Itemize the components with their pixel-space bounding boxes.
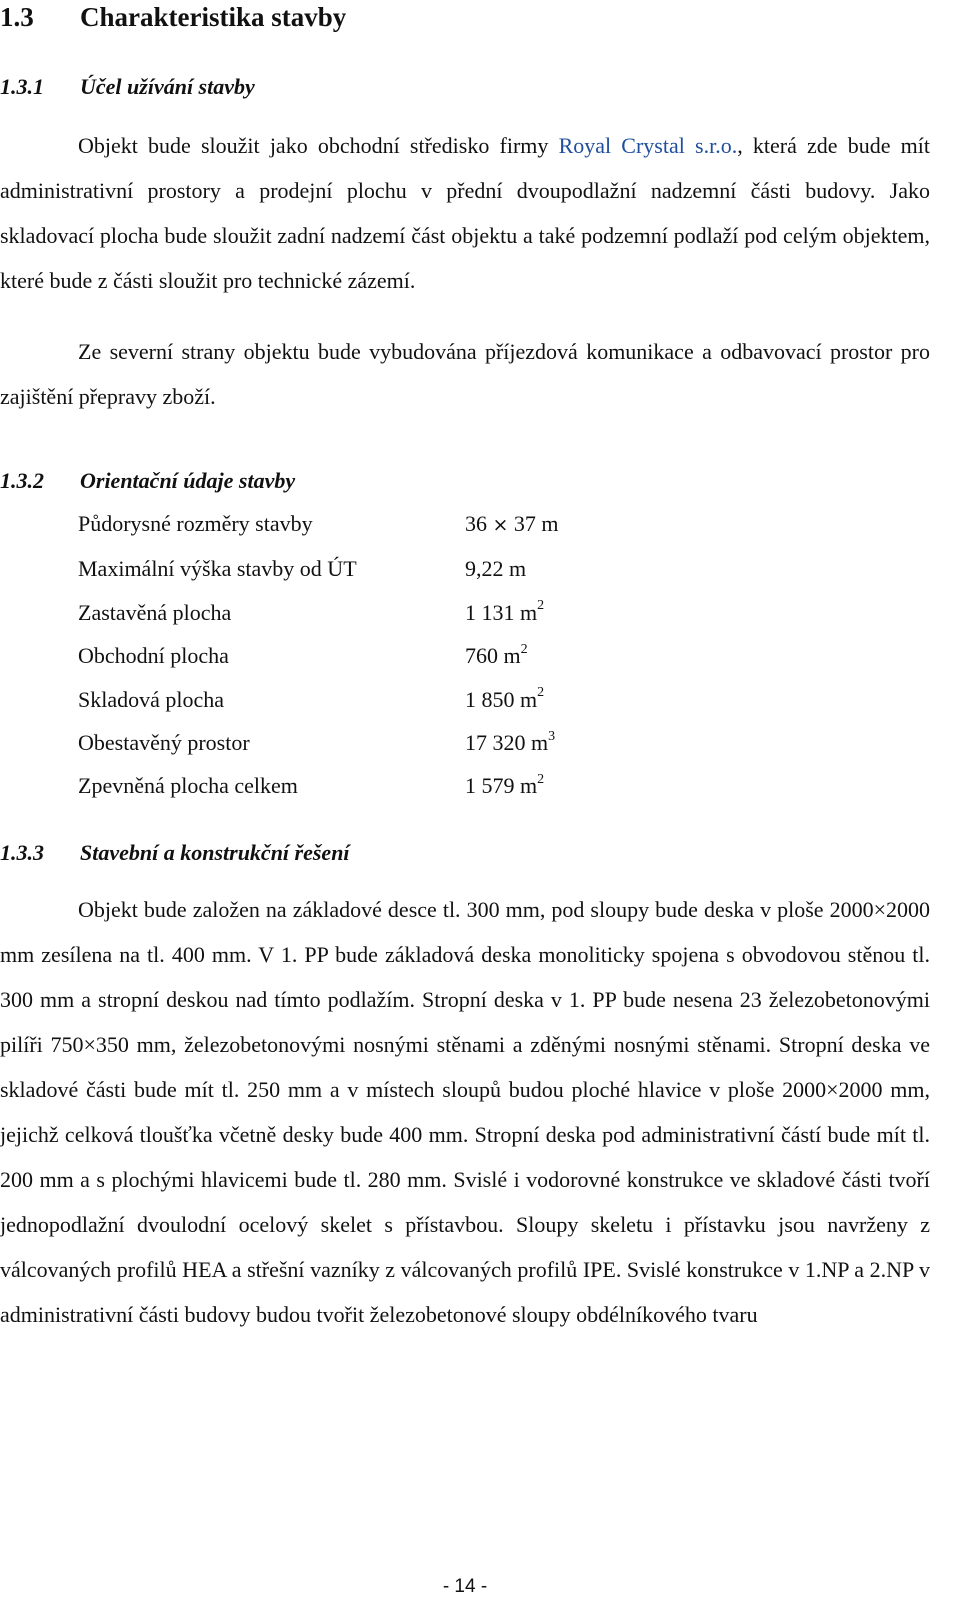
page-number: - 14 -	[442, 1576, 488, 1597]
fact-label: Maximální výška stavby od ÚT	[78, 556, 357, 582]
subsection-heading-1-3-2	[0, 466, 295, 496]
fact-value: 1 131 $m^2$	[465, 598, 545, 625]
fact-row	[78, 721, 559, 764]
fact-row	[78, 764, 559, 807]
orientation-facts-list	[78, 502, 559, 808]
subsection-number: 1.3.3	[0, 840, 44, 865]
fact-value: 760 $m^2$	[465, 641, 528, 669]
multiply-sign: ×	[492, 514, 509, 536]
paragraph-usage: Objekt bude sloužit jako obchodní středisko firmy Royal Crystal s.r.o., která zde bude mít administrativní prostory a prodejní plochu v přední dvoupodlažní nadzemní části budovy. Jako skladovací plocha bude sloužit zadní nadzemí část objektu a také podzemní podlaží pod celým objektem, které bude z části sloužit pro technické zázemí.	[0, 133, 930, 293]
fact-label: Zastavěná plocha	[78, 599, 232, 625]
fact-value: 17 320 $m^3$	[465, 728, 556, 756]
fact-label: Obchodní plocha	[78, 643, 229, 669]
fact-value: 9,22 m	[465, 556, 527, 582]
fact-value: 1 850 $m^2$	[465, 685, 545, 712]
subsection-heading-1-3-1	[0, 72, 255, 102]
subsection-heading-1-3-3	[0, 838, 350, 868]
subsection-title: Orientační údaje stavby	[80, 468, 296, 493]
fact-label: Půdorysné rozměry stavby	[78, 511, 313, 536]
company-link[interactable]: Royal Crystal s.r.o.	[558, 133, 738, 158]
subsection-number: 1.3.2	[0, 468, 44, 493]
section-number: 1.3	[0, 2, 34, 32]
fact-label: Zpevněná plocha celkem	[78, 773, 298, 799]
fact-row	[78, 678, 559, 721]
section-heading	[0, 0, 346, 34]
fact-value: 36 × 37 m	[465, 511, 559, 536]
fact-row	[78, 502, 559, 547]
fact-label: Skladová plocha	[78, 686, 225, 712]
paragraph-construction: Objekt bude založen na základové desce tl. 300 mm, pod sloupy bude deska v ploše 2000×2000 mm zesílena na tl. 400 mm. V 1. PP bude základová deska monoliticky spojena s obvodovou stěnou tl. 300 mm a stropní deskou nad tímto podlažím. Stropní deska v 1. PP bude nesena 23 železobetonovými pilíři 750×350 mm, železobetonovými nosnými stěnami a zděnými nosnými stěnami. Stropní deska ve skladové části bude mít tl. 250 mm a v místech sloupů budou ploché hlavice v ploše 2000×2000 mm, jejichž celková tloušťka včetně desky bude 400 mm. Stropní deska pod administrativní částí bude mít tl. 200 mm a s plochými hlavicemi bude tl. 280 mm. Svislé i vodorovné konstrukce ve skladové části tvoří jednopodlažní dvoulodní ocelový skelet s přístavbou. Sloupy skeletu i přístavku jsou navrženy z válcovaných profilů HEA a střešní vazníky z válcovaných profilů IPE. Svislé konstrukce v 1.NP a 2.NP v administrativní části budovy budou tvořit železobetonové sloupy obdélníkového tvaru	[0, 897, 930, 1327]
section-title: Charakteristika stavby	[80, 2, 347, 32]
fact-row	[78, 634, 559, 677]
fact-row	[78, 547, 559, 590]
fact-value: 1 579 $m^2$	[465, 772, 545, 799]
paragraph-access-road: Ze severní strany objektu bude vybudována příjezdová komunikace a odbavovací prostor pro zajištění přepravy zboží.	[0, 339, 930, 409]
subsection-title: Účel užívání stavby	[80, 74, 255, 99]
fact-label: Obestavěný prostor	[78, 730, 250, 756]
subsection-number: 1.3.1	[0, 74, 44, 99]
fact-row	[78, 591, 559, 634]
subsection-title: Stavební a konstrukční řešení	[80, 840, 350, 865]
